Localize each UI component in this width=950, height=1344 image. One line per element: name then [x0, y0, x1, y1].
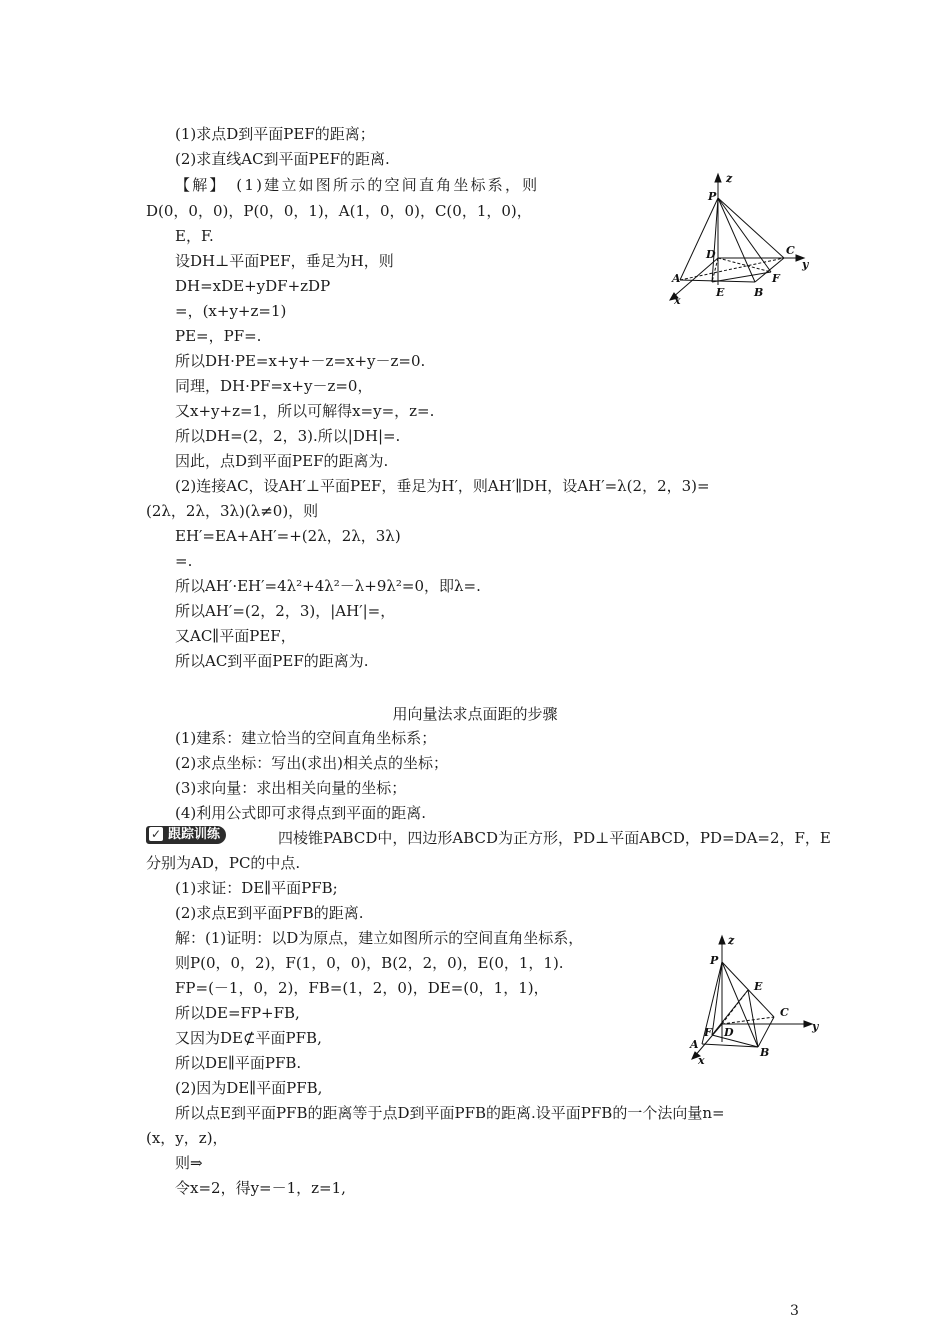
exercise-statement: 四棱锥PABCD中，四边形ABCD为正方形，PD⊥平面ABCD，PD=DA=2，F，E — [278, 829, 831, 847]
text-line: (1)求证：DE∥平面PFB; — [175, 879, 338, 897]
fig2-label: B — [760, 1046, 770, 1059]
text-line: DH=xDE+yDF+zDP — [175, 277, 331, 295]
text-line: 令x=2，得y=－1，z=1, — [175, 1179, 346, 1197]
text-line: 又因为DE⊄平面PFB, — [175, 1029, 322, 1047]
text-line: 所以DE=FP+FB, — [175, 1004, 300, 1022]
coords-line: D(0，0，0)，P(0，0，1)，A(1，0，0)，C(0，1，0)， — [146, 202, 532, 220]
method-step-2: (2)求点坐标：写出(求出)相关点的坐标； — [175, 754, 448, 772]
text-line: 解：(1)证明：以D为原点，建立如图所示的空间直角坐标系， — [175, 929, 584, 947]
text-line: 同理，DH·PF=x+y－z=0， — [175, 377, 373, 395]
text-line: 所以AC到平面PEF的距离为. — [175, 652, 369, 670]
solution-heading: 【解】 (1)建立如图所示的空间直角坐标系，则 — [175, 176, 540, 194]
text-line: EH′=EA+AH′=+(2λ，2λ，3λ) — [175, 527, 401, 545]
fig1-label: D — [706, 248, 716, 261]
text-line: 又x+y+z=1，所以可解得x=y=，z=. — [175, 402, 435, 420]
text-line: (2)因为DE∥平面PFB, — [175, 1079, 323, 1097]
text-line: 则⇒ — [175, 1154, 203, 1172]
text-line: 则P(0，0，2)，F(1，0，0)，B(2，2，0)，E(0，1，1). — [175, 954, 564, 972]
text-line: PE=，PF=. — [175, 327, 262, 345]
question-2: (2)求直线AC到平面PEF的距离. — [175, 150, 390, 168]
fig2-label: P — [710, 954, 719, 967]
text-line: 分别为AD，PC的中点. — [146, 854, 301, 872]
text-line: 所以AH′·EH′=4λ²+4λ²－λ+9λ²=0，即λ=. — [175, 577, 481, 595]
method-step-4: (4)利用公式即可求得点到平面的距离. — [175, 804, 427, 822]
follow-up-training-badge — [146, 826, 226, 844]
fig2-label: x — [698, 1054, 705, 1067]
fig1-label: x — [674, 294, 681, 307]
question-1: (1)求点D到平面PEF的距离； — [175, 125, 375, 143]
fig2-label: A — [690, 1038, 699, 1051]
method-title: 用向量法求点面距的步骤 — [392, 705, 558, 723]
text-line: (2)求点E到平面PFB的距离. — [175, 904, 364, 922]
text-line: 设DH⊥平面PEF，垂足为H，则 — [175, 252, 394, 270]
method-step-3: (3)求向量：求出相关向量的坐标； — [175, 779, 407, 797]
check-icon: ✓ — [150, 827, 162, 841]
fig2-label: F — [704, 1026, 712, 1039]
fig1-label: E — [716, 286, 725, 299]
pyramid-figure-2 — [678, 932, 828, 1067]
method-step-1: (1)建系：建立恰当的空间直角坐标系； — [175, 729, 437, 747]
fig1-label: F — [772, 272, 780, 285]
fig1-label: C — [786, 244, 795, 257]
fig1-label: z — [726, 172, 733, 185]
fig2-label: y — [812, 1020, 819, 1033]
fig2-label: C — [780, 1006, 789, 1019]
fig1-label: P — [708, 190, 717, 203]
text-line: 所以DH·PE=x+y+－z=x+y－z=0. — [175, 352, 426, 370]
text-line: (2)连接AC，设AH′⊥平面PEF，垂足为H′，则AH′∥DH，设AH′=λ(2，2，3)= — [175, 477, 710, 495]
text-line: E，F. — [175, 227, 214, 245]
fig1-label: A — [672, 272, 681, 285]
text-line: 又AC∥平面PEF， — [175, 627, 296, 645]
fig1-label: B — [754, 286, 764, 299]
text-line: (2λ，2λ，3λ)(λ≠0)，则 — [146, 502, 319, 520]
fig2-label: E — [754, 980, 763, 993]
text-line: 所以DH=(2，2，3).所以|DH|=. — [175, 427, 401, 445]
badge-label: 跟踪训练 — [168, 827, 221, 842]
text-line: (x，y，z)， — [146, 1129, 228, 1147]
pyramid-figure-1 — [660, 170, 820, 310]
page-number: 3 — [790, 1303, 799, 1319]
text-line: 所以AH′=(2，2，3)，|AH′|=， — [175, 602, 396, 620]
fig1-label: y — [802, 258, 809, 271]
text-line: =，(x+y+z=1) — [175, 302, 287, 320]
fig2-label: z — [728, 934, 735, 947]
text-line: FP=(－1，0，2)，FB=(1，2，0)，DE=(0，1，1)， — [175, 979, 549, 997]
text-line: 所以DE∥平面PFB. — [175, 1054, 302, 1072]
text-line: 因此，点D到平面PEF的距离为. — [175, 452, 389, 470]
text-line: 所以点E到平面PFB的距离等于点D到平面PFB的距离.设平面PFB的一个法向量n= — [175, 1104, 725, 1122]
fig2-label: D — [724, 1026, 734, 1039]
text-line: =. — [175, 552, 193, 570]
